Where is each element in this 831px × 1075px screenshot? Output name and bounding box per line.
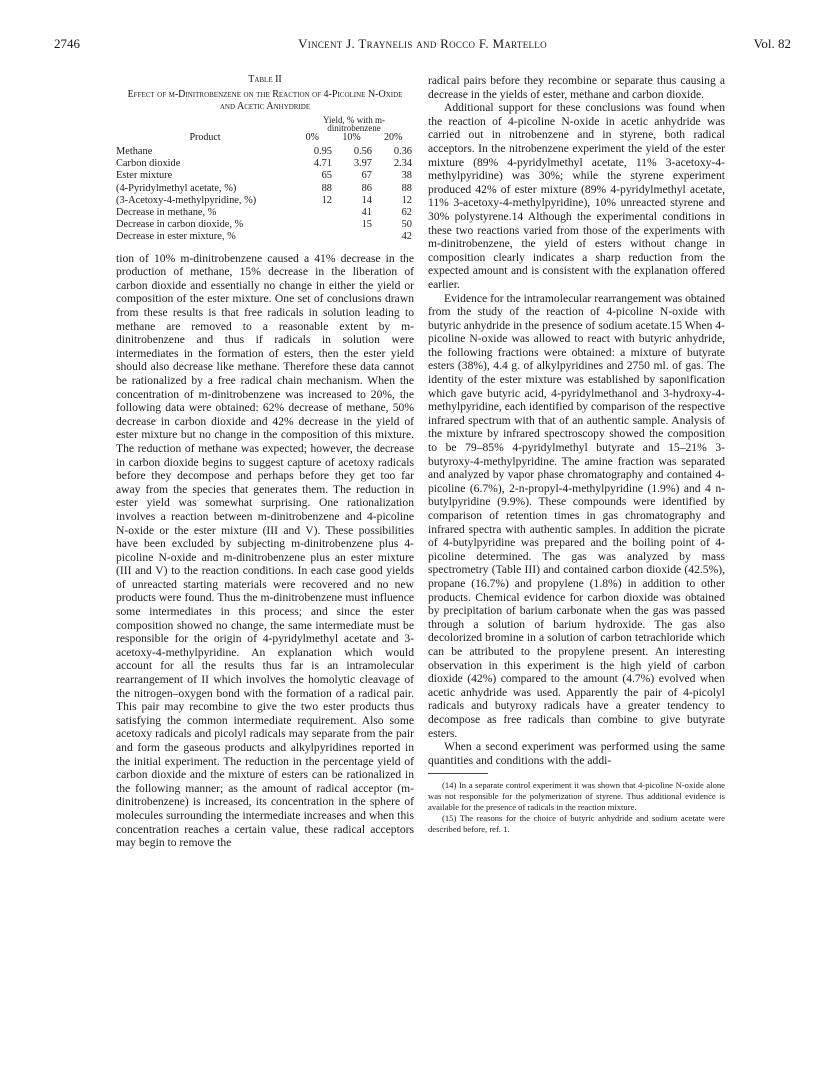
footnote-14: (14) In a separate control experiment it was shown that 4-picoline N-oxide alone was not responsible for the polymerization of styrene. Thus additional evidence is available for the presence of radicals in the reaction mixture. [428, 780, 725, 813]
col-header-20: 20% [383, 131, 403, 143]
table-row: Decrease in carbon dioxide, % 15 50 [116, 219, 412, 231]
running-title: Vincent J. Traynelis and Rocco F. Martello [298, 36, 547, 51]
left-paragraph-1: tion of 10% m-dinitrobenzene caused a 41% decrease in the production of methane, 15% decrease in the liberation of carbon dioxide and essentially no change in either the yield or composition of the ester mixture. One set of conclusions drawn from these results is that free radicals in solution leading to methane are removed to a reasonable extent by m-dinitrobenzene and thus if radicals in solution were intermediates in the formation of esters, then the ester yield should also decrease like methane. Therefore these data cannot be rationalized by a free radical chain mechanism. When the concentration of m-dinitrobenzene was increased to 20%, the following data were obtained: 62% decrease of methane, 50% decrease in carbon dioxide and 42% decrease in the yield of ester mixture but no change in the composition of this mixture. The reduction of methane was expected; however, the decrease in carbon dioxide begins to suggest capture of acetoxy radicals before they decompose and perhaps before they get too far away from the species that generates them. The reduction in ester yield was somewhat surprising. One rationalization involves a reaction between m-dinitrobenzene and 4-picoline N-oxide or the ester mixture (III and V). These possibilities have been excluded by subjecting m-dinitrobenzene plus 4-picoline N-oxide and m-dinitrobenzene plus an ester mixture (III and V) to the reaction conditions. In each case good yields of unreacted starting materials were recovered and no new products were found. Thus the m-dinitrobenzene must influence some intermediates in this process; and since the ester composition showed no change, the same intermediate must be responsible for the origin of 4-pyridylmethyl acetate and 3-acetoxy-4-methylpyridine. An explanation which would account for all the results thus far is an intramolecular rearrangement of II which involves the homolytic cleavage of the nitrogen–oxygen bond with the formation of a radical pair. This pair may recombine to give the two ester products thus satisfying the common intermediate requirement. Also some acetoxy radicals and picolyl radicals may separate from the pair and form the gaseous products and alkylpyridines reported in the initial experiment. The reduction in the percentage yield of carbon dioxide and the mixture of esters can be rationalized in the following manner; as the amount of radical acceptor (m-dinitrobenzene) is increased, its concentration in the sphere of molecules surrounding the intermediate increases and when this concentration reaches a certain value, these radical acceptors may begin to remove the [116, 251, 414, 850]
footnotes [428, 780, 725, 835]
footnote-15: (15) The reasons for the choice of butyric anhydride and sodium acetate were described before, ref. 1. [428, 813, 725, 835]
volume-label: Vol. 82 [753, 36, 791, 51]
table-row: (4-Pyridylmethyl acetate, %) 88 86 88 [116, 182, 412, 194]
table-caption: Table II [248, 74, 282, 85]
right-paragraph-1: radical pairs before they recombine or separate thus causing a decrease in the yields of ester, methane and carbon dioxide. [428, 74, 725, 101]
right-paragraph-2: Additional support for these conclusions was found when the reaction of 4-picoline N-oxide in acetic anhydride was carried out in nitrobenzene and in styrene, both radical acceptors. In the nitrobenzene experiment the yield of the ester mixture (89% 4-pyridylmethyl acetate, 11% 3-acetoxy-4-methylpyridine) was 30%; while the styrene experiment produced 42% of ester mixture (89% 4-pyridylmethyl acetate, 11% 3-acetoxy-4-methylpyridine), 10% unreacted styrene and 30% polystyrene.14 Although the experimental conditions in these two reactions varied from those of the experiments with m-dinitrobenzene, the yield of esters without change in composition clearly indicates a sharp reduction from the expected amount and is consistent with the explanation offered earlier. [428, 101, 725, 291]
table-row: Decrease in ester mixture, % 42 [116, 231, 412, 243]
col-header-10: 10% [342, 131, 361, 143]
footnote-rule [428, 773, 488, 774]
left-column [116, 74, 414, 850]
page-header [54, 36, 791, 52]
right-paragraph-3: Evidence for the intramolecular rearrangement was obtained from the study of the reaction of 4-picoline N-oxide with butyric anhydride in the presence of sodium acetate.15 When 4-picoline N-oxide was allowed to react with butyric anhydride, the following fractions were obtained: a mixture of butyrate esters (38%), 4.4 g. of alkylpyridines and 2750 ml. of gas. The identity of the ester mixture was established by saponification which gave butyric acid, 4-pyridylmethanol and 3-hydroxy-4-methylpyridine, each identified by comparison of the respective infrared spectrum with that of an authentic sample. Analysis of the mixture by infrared spectroscopy showed the composition to be 79–85% 4-pyridylmethyl butyrate and 15–21% 3-butyroxy-4-methylpyridine. The amine fraction was separated and analyzed by vapor phase chromatography and contained 4-picoline (6.7%), 2-n-propyl-4-methylpyridine (1.9%) and 4 n-butylpyridine (9.9%). These compounds were identified by comparison of retention times in gas chromatography and infrared spectra with authentic samples. In addition the picrate of 4-butylpyridine was prepared and the boiling point of 4-picoline determined. The gas was analyzed by mass spectrometry (Table III) and contained carbon dioxide (42.5%), propane (16.7%) and propylene (1.8%) in addition to other products. Chemical evidence for carbon dioxide was obtained by precipitation of barium carbonate when the gas was passed through a solution of barium hydroxide. The gas also decolorized bromine in a solution of carbon tetrachloride which can be attributed to the propylene present. An interesting observation in this experiment is the high yield of carbon dioxide (42%) compared to the amount (4.7%) evolved when acetic anhydride was used. Apparently the pair of 4-picolyl radicals and butyroxy radicals have a greater tendency to decompose as free radicals than combine to give butyrate esters. [428, 291, 725, 740]
col-group-label: Yield, % with m-dinitrobenzene 0% 10% 20% [305, 114, 403, 143]
table-row: Methane 0.95 0.56 0.36 [116, 146, 412, 157]
col-header-0: 0% [305, 131, 319, 143]
right-paragraph-4: When a second experiment was performed using the same quantities and conditions with the addi- [428, 740, 725, 767]
table-title: Effect of m-Dinitrobenzene on the Reaction of 4-Picoline N-Oxide and Acetic Anhydride [127, 88, 403, 112]
page-number: 2746 [54, 36, 80, 51]
table-header-row [116, 116, 414, 143]
yield-table [116, 116, 414, 244]
col-header-product: Product [189, 131, 221, 143]
table-row: Carbon dioxide 4.71 3.97 2.34 [116, 158, 412, 170]
table-row: (3-Acetoxy-4-methylpyridine, %) 12 14 12 [116, 194, 412, 206]
right-column [428, 74, 725, 835]
table-row: Ester mixture 65 67 38 [116, 170, 412, 182]
table-row: Decrease in methane, % 41 62 [116, 207, 412, 219]
